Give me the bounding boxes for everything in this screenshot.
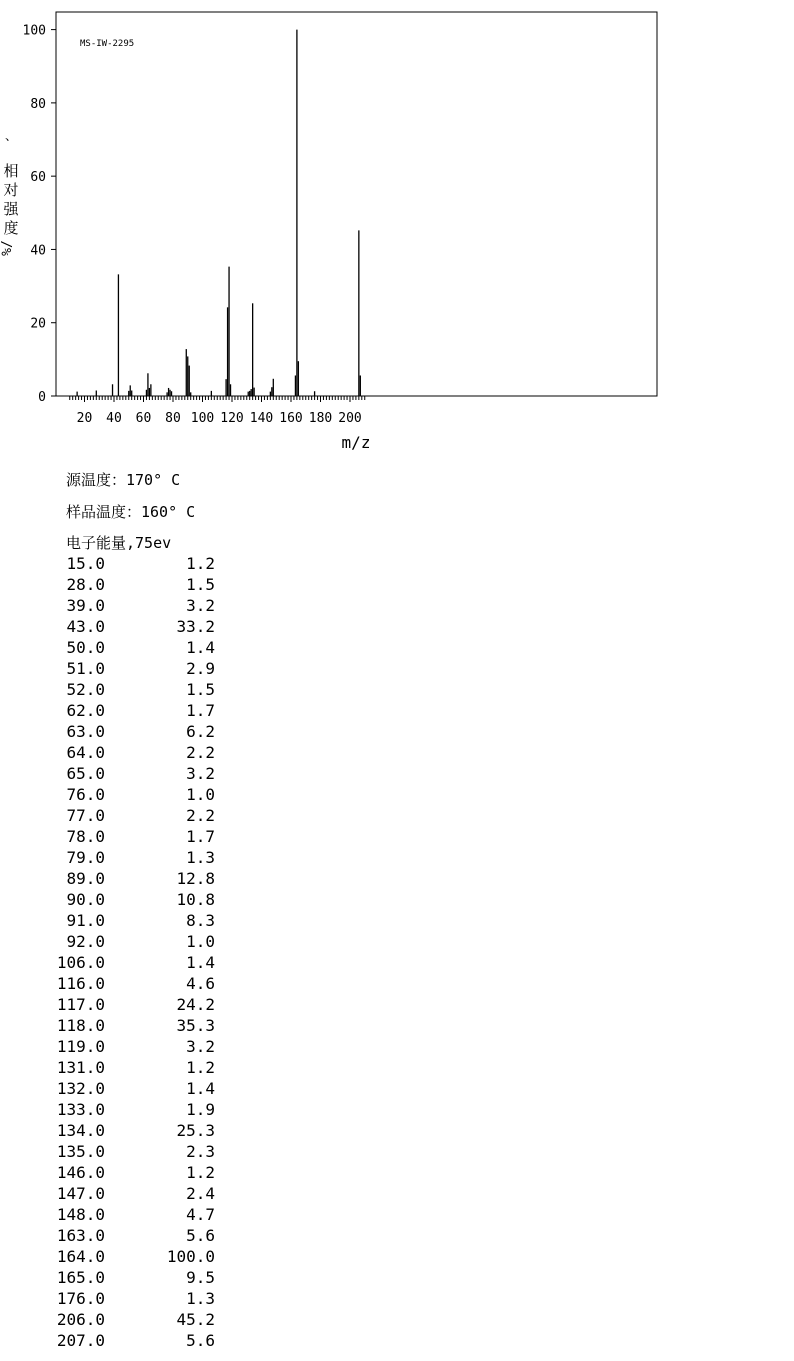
table-row (40, 784, 215, 805)
y-axis-label-part: 对 (3, 181, 19, 199)
table-row (40, 742, 215, 763)
y-tick-label: 80 (30, 96, 46, 112)
mz-cell: 65.0 (66, 764, 105, 783)
table-row (40, 826, 215, 847)
table-row (40, 1141, 215, 1162)
table-row (40, 1309, 215, 1330)
mz-cell: 147.0 (56, 1184, 105, 1203)
intensity-cell: 1.2 (186, 1058, 215, 1077)
table-row (40, 553, 215, 574)
intensity-cell: 10.8 (176, 890, 215, 909)
y-tick-label: 20 (30, 316, 46, 332)
table-row (40, 637, 215, 658)
x-tick-label: 80 (165, 411, 181, 426)
table-row (40, 1099, 215, 1120)
mz-cell: 77.0 (66, 806, 105, 825)
mz-cell: 62.0 (66, 701, 105, 720)
mz-cell: 206.0 (56, 1310, 105, 1329)
mz-cell: 131.0 (56, 1058, 105, 1077)
x-tick-label: 200 (338, 411, 362, 426)
table-row (40, 868, 215, 889)
y-axis-label (0, 129, 19, 256)
table-row (40, 1330, 215, 1351)
intensity-cell: 3.2 (186, 1037, 215, 1056)
mz-cell: 146.0 (56, 1163, 105, 1182)
x-tick-label: 100 (190, 411, 215, 426)
y-axis-label-part: %/ (0, 240, 15, 256)
mass-spectrum-chart (0, 0, 794, 460)
intensity-cell: 100.0 (166, 1247, 215, 1266)
x-tick-label: 120 (220, 411, 244, 426)
mz-cell: 164.0 (56, 1247, 105, 1266)
table-row (40, 805, 215, 826)
intensity-cell: 1.3 (186, 848, 215, 867)
intensity-cell: 1.7 (186, 701, 215, 720)
intensity-cell: 2.2 (186, 806, 215, 825)
intensity-cell: 5.6 (186, 1331, 215, 1350)
mz-cell: 176.0 (56, 1289, 105, 1308)
x-tick-label: 40 (106, 411, 122, 426)
plot-frame (56, 12, 657, 396)
source-temperature: 源温度：170° C (66, 471, 181, 489)
table-row (40, 973, 215, 994)
mz-cell: 163.0 (56, 1226, 105, 1245)
electron-energy: 电子能量,75ev (66, 534, 172, 552)
table-row (40, 1204, 215, 1225)
intensity-cell: 1.5 (186, 680, 215, 699)
intensity-cell: 45.2 (176, 1310, 215, 1329)
table-row (40, 1162, 215, 1183)
y-tick-label: 0 (38, 390, 46, 405)
intensity-cell: 3.2 (186, 596, 215, 615)
mz-cell: 106.0 (56, 953, 105, 972)
table-row (40, 763, 215, 784)
intensity-cell: 35.3 (176, 1016, 215, 1035)
table-row (40, 658, 215, 679)
table-row (40, 847, 215, 868)
intensity-cell: 8.3 (186, 911, 215, 930)
intensity-cell: 25.3 (176, 1121, 215, 1140)
mz-cell: 28.0 (66, 575, 105, 594)
intensity-cell: 6.2 (186, 722, 215, 741)
intensity-cell: 2.4 (186, 1184, 215, 1203)
mz-cell: 119.0 (56, 1037, 105, 1056)
intensity-cell: 12.8 (176, 869, 215, 888)
x-axis-label: m/z (341, 433, 371, 452)
mz-cell: 43.0 (66, 617, 105, 636)
mz-cell: 15.0 (66, 554, 105, 573)
intensity-cell: 2.3 (186, 1142, 215, 1161)
x-tick-label: 20 (76, 411, 93, 426)
intensity-cell: 3.2 (186, 764, 215, 783)
intensity-cell: 33.2 (176, 617, 215, 636)
y-axis-label-part: 强 (3, 200, 19, 218)
peak-table (40, 553, 215, 1351)
intensity-cell: 1.2 (186, 554, 215, 573)
mz-cell: 91.0 (66, 911, 105, 930)
mz-cell: 132.0 (56, 1079, 105, 1098)
x-tick-label: 140 (249, 411, 274, 426)
intensity-cell: 1.2 (186, 1163, 215, 1182)
table-row (40, 1078, 215, 1099)
x-tick-label: 160 (279, 411, 303, 426)
mz-cell: 63.0 (66, 722, 105, 741)
x-tick-label: 60 (135, 411, 152, 426)
table-row (40, 1015, 215, 1036)
table-row (40, 1183, 215, 1204)
mz-cell: 76.0 (66, 785, 105, 804)
mz-cell: 118.0 (56, 1016, 105, 1035)
table-row (40, 1267, 215, 1288)
intensity-cell: 1.4 (186, 1079, 215, 1098)
table-row (40, 994, 215, 1015)
mz-cell: 165.0 (56, 1268, 105, 1287)
mz-cell: 207.0 (56, 1331, 105, 1350)
intensity-cell: 5.6 (186, 1226, 215, 1245)
mz-cell: 52.0 (66, 680, 105, 699)
mz-cell: 78.0 (66, 827, 105, 846)
table-row (40, 889, 215, 910)
y-tick-label: 60 (30, 170, 46, 186)
intensity-cell: 2.2 (186, 743, 215, 762)
mz-cell: 116.0 (56, 974, 105, 993)
y-tick-label: 40 (30, 243, 46, 259)
table-row (40, 595, 215, 616)
x-tick-label: 180 (308, 411, 333, 426)
intensity-cell: 1.0 (186, 785, 215, 804)
table-row (40, 1246, 215, 1267)
table-row (40, 616, 215, 637)
intensity-cell: 1.4 (186, 638, 215, 657)
mz-cell: 50.0 (66, 638, 105, 657)
table-row (40, 721, 215, 742)
intensity-cell: 1.7 (186, 827, 215, 846)
table-row (40, 1057, 215, 1078)
mz-cell: 89.0 (66, 869, 105, 888)
mz-cell: 90.0 (66, 890, 105, 909)
table-row (40, 574, 215, 595)
table-row (40, 952, 215, 973)
intensity-cell: 24.2 (176, 995, 215, 1014)
mz-cell: 135.0 (56, 1142, 105, 1161)
mz-cell: 64.0 (66, 743, 105, 762)
table-row (40, 1225, 215, 1246)
table-row (40, 700, 215, 721)
table-row (40, 910, 215, 931)
table-row (40, 1036, 215, 1057)
table-row (40, 1120, 215, 1141)
intensity-cell: 4.7 (186, 1205, 215, 1224)
sample-temperature: 样品温度：160° C (66, 503, 196, 521)
intensity-cell: 1.4 (186, 953, 215, 972)
table-row (40, 931, 215, 952)
intensity-cell: 9.5 (186, 1268, 215, 1287)
intensity-cell: 1.3 (186, 1289, 215, 1308)
intensity-cell: 2.9 (186, 659, 215, 678)
intensity-cell: 1.5 (186, 575, 215, 594)
table-row (40, 679, 215, 700)
mz-cell: 51.0 (66, 659, 105, 678)
mz-cell: 117.0 (56, 995, 105, 1014)
intensity-cell: 1.9 (186, 1100, 215, 1119)
table-row (40, 1288, 215, 1309)
mz-cell: 79.0 (66, 848, 105, 867)
mz-cell: 148.0 (56, 1205, 105, 1224)
y-axis-label-part: 、 (4, 129, 18, 143)
mz-cell: 39.0 (66, 596, 105, 615)
mz-cell: 92.0 (66, 932, 105, 951)
chart-title: MS-IW-2295 (80, 39, 135, 49)
y-axis-label-part: 度 (3, 219, 19, 237)
mz-cell: 133.0 (56, 1100, 105, 1119)
intensity-cell: 1.0 (186, 932, 215, 951)
y-axis-label-part: 相 (3, 162, 19, 180)
mz-cell: 134.0 (56, 1121, 105, 1140)
y-tick-label: 100 (22, 23, 46, 39)
intensity-cell: 4.6 (186, 974, 215, 993)
